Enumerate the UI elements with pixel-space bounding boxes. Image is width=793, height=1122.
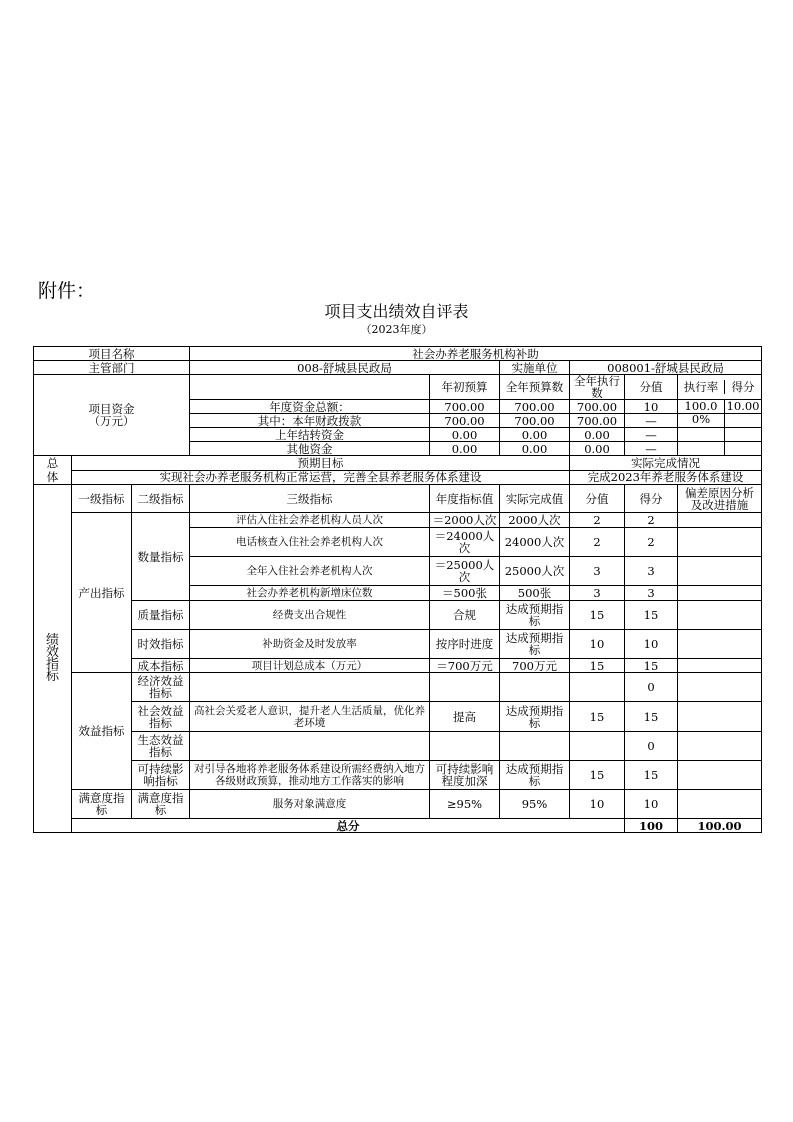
- indicator-name: [190, 673, 430, 702]
- funds-row-budget: 700.00: [430, 400, 500, 414]
- indicator-target: 提高: [430, 702, 500, 732]
- indicator-score: 2: [625, 513, 678, 528]
- actual-completion-label: 实际完成情况: [570, 456, 762, 471]
- indicator-actual: 24000人次: [500, 528, 570, 557]
- header-actual: 实际完成值: [500, 485, 570, 513]
- indicator-target: ＝700万元: [430, 659, 500, 673]
- header-score: 得分: [625, 485, 678, 513]
- indicator-reason: [678, 673, 762, 702]
- page-title: 项目支出绩效自评表: [324, 302, 469, 321]
- funds-row-rate: [678, 414, 725, 427]
- indicator-target: ≥95%: [430, 790, 500, 819]
- evaluation-table: [33, 346, 762, 833]
- overall-header-row: [34, 456, 762, 471]
- header-level3: 三级指标: [190, 485, 430, 513]
- header-target: 年度指标值: [430, 485, 500, 513]
- funds-row-rate-score: [678, 442, 762, 456]
- side-label-char: 标: [45, 668, 59, 684]
- funds-row-score: [725, 442, 761, 455]
- indicator-name: 项目计划总成本（万元）: [190, 659, 430, 673]
- indicator-actual: 700万元: [500, 659, 570, 673]
- sub-cost: 成本指标: [132, 659, 190, 673]
- indicator-target: ＝24000人次: [430, 528, 500, 557]
- indicator-reason: [678, 761, 762, 790]
- indicator-score: 2: [625, 528, 678, 557]
- total-row: [34, 819, 762, 833]
- indicator-name: [190, 732, 430, 761]
- overall-content-row: [34, 470, 762, 485]
- indicator-reason: [678, 601, 762, 630]
- indicator-reason: [678, 630, 762, 659]
- indicator-score-value: [570, 732, 625, 761]
- indicator-row: [34, 702, 762, 732]
- group-output: 产出指标: [72, 513, 132, 673]
- funds-row-score-value: 10: [625, 400, 678, 414]
- indicator-row: [34, 673, 762, 702]
- funds-header-score: 得分: [731, 380, 755, 394]
- indicator-row: [34, 630, 762, 659]
- total-label: 总分: [72, 819, 625, 833]
- funds-row-executed: 0.00: [570, 442, 625, 456]
- funds-row-rate-score: [678, 414, 762, 428]
- header-level2: 二级指标: [132, 485, 190, 513]
- funds-row-executed: 0.00: [570, 428, 625, 442]
- indicator-reason: [678, 702, 762, 732]
- indicator-score-value: 15: [570, 659, 625, 673]
- indicator-header-row: [34, 485, 762, 513]
- indicator-target: ＝500张: [430, 586, 500, 601]
- sub-sustainable: 可持续影响指标: [132, 761, 190, 790]
- indicator-score-value: 15: [570, 761, 625, 790]
- indicator-reason: [678, 528, 762, 557]
- actual-completion-text: 完成2023年养老服务体系建设: [570, 470, 762, 485]
- indicator-name: 经费支出合规性: [190, 601, 430, 630]
- funds-row-label: 其他资金: [190, 442, 430, 456]
- funds-row-label: 年度资金总额：: [190, 400, 430, 414]
- indicator-score-value: 15: [570, 601, 625, 630]
- funds-row-rate: 100.00%: [678, 400, 725, 413]
- indicator-name: 服务对象满意度: [190, 790, 430, 819]
- funds-header-budget: 年初预算: [430, 375, 500, 400]
- funds-row-executed: 700.00: [570, 400, 625, 414]
- sub-satisfaction: 满意度指标: [132, 790, 190, 819]
- indicator-score-value: 3: [570, 586, 625, 601]
- sub-economic: 经济效益指标: [132, 673, 190, 702]
- group-benefit: 效益指标: [72, 673, 132, 790]
- indicator-score: 3: [625, 557, 678, 586]
- indicator-target: ＝25000人次: [430, 557, 500, 586]
- header-score-value: 分值: [570, 485, 625, 513]
- indicator-score-value: 2: [570, 513, 625, 528]
- indicator-score-value: [570, 673, 625, 702]
- funds-row-rate-score: [678, 428, 762, 442]
- total-score: 100.00: [678, 819, 762, 833]
- indicator-score: 15: [625, 601, 678, 630]
- overall-label-line1: 总: [46, 456, 59, 470]
- indicator-row: [34, 732, 762, 761]
- indicator-actual: 500张: [500, 586, 570, 601]
- funds-row-rate: [678, 442, 725, 455]
- indicator-score: 0: [625, 732, 678, 761]
- overall-label-line2: 体: [46, 470, 59, 484]
- overall-label: [34, 456, 72, 485]
- funds-header-row: [34, 375, 762, 400]
- indicator-target: [430, 673, 500, 702]
- indicator-row: [34, 790, 762, 819]
- indicator-target: [430, 732, 500, 761]
- funds-row-rate-score: [678, 399, 762, 426]
- funds-header-executed: 全年执行数: [570, 375, 625, 400]
- indicator-score: 10: [625, 790, 678, 819]
- indicator-reason: [678, 659, 762, 673]
- funds-header-score-value: 分值: [625, 375, 678, 400]
- indicator-score-value: 10: [570, 790, 625, 819]
- indicator-actual: [500, 732, 570, 761]
- indicator-name: 电话核查入住社会养老机构人次: [190, 528, 430, 557]
- indicator-score: 15: [625, 761, 678, 790]
- funds-label-line1: 项目资金: [88, 402, 135, 416]
- indicator-score: 15: [625, 702, 678, 732]
- indicator-actual: 达成预期指标: [500, 601, 570, 630]
- indicator-score: 15: [625, 659, 678, 673]
- indicator-actual: 达成预期指标: [500, 630, 570, 659]
- sub-ecological: 生态效益指标: [132, 732, 190, 761]
- header-reason: 偏差原因分析及改进措施: [678, 485, 762, 513]
- funds-row-rate: [678, 428, 725, 441]
- funds-row-budget: 700.00: [430, 414, 500, 428]
- indicator-reason: [678, 732, 762, 761]
- funds-row-annual: 0.00: [500, 442, 570, 456]
- sub-quantity: 数量指标: [132, 513, 190, 601]
- indicator-actual: 达成预期指标: [500, 761, 570, 790]
- project-name-label: 项目名称: [34, 347, 190, 361]
- indicator-row: [34, 659, 762, 673]
- indicator-score-value: 2: [570, 528, 625, 557]
- indicator-name: 对引导各地将养老服务体系建设所需经费纳入地方各级财政预算，推动地方工作落实的影响: [190, 761, 430, 790]
- indicator-actual: 2000人次: [500, 513, 570, 528]
- funds-row-budget: 0.00: [430, 442, 500, 456]
- indicator-score: 0: [625, 673, 678, 702]
- indicator-row: [34, 761, 762, 790]
- side-label-char: 指: [45, 656, 59, 672]
- expected-goal-label: 预期目标: [72, 456, 570, 471]
- funds-row-score-value: —: [625, 442, 678, 456]
- funds-row-budget: 0.00: [430, 428, 500, 442]
- indicator-name: 全年入住社会养老机构人次: [190, 557, 430, 586]
- indicator-reason: [678, 790, 762, 819]
- sub-quality: 质量指标: [132, 601, 190, 630]
- performance-indicator-label: [34, 485, 72, 833]
- indicator-target: 按序时进度: [430, 630, 500, 659]
- funds-row-label: 上年结转资金: [190, 428, 430, 442]
- funds-row-score-value: —: [625, 428, 678, 442]
- funds-row-annual: 0.00: [500, 428, 570, 442]
- indicator-name: 社会办养老机构新增床位数: [190, 586, 430, 601]
- indicator-row: [34, 513, 762, 528]
- indicator-reason: [678, 586, 762, 601]
- funds-label: [34, 375, 190, 456]
- funds-row-score-value: —: [625, 414, 678, 428]
- funds-row-score: 10.00: [726, 399, 760, 413]
- header-level1: 一级指标: [72, 485, 132, 513]
- dept-label: 主管部门: [34, 361, 190, 375]
- indicator-actual: 25000人次: [500, 557, 570, 586]
- side-label-char: 绩: [45, 632, 59, 648]
- sub-timeliness: 时效指标: [132, 630, 190, 659]
- indicator-score-value: 10: [570, 630, 625, 659]
- funds-header-rate: 执行率: [678, 380, 725, 394]
- indicator-score: 10: [625, 630, 678, 659]
- attachment-label: 附件：: [38, 280, 96, 302]
- expected-goal-text: 实现社会办养老服务机构正常运营，完善全县养老服务体系建设: [72, 470, 570, 485]
- indicator-row: [34, 601, 762, 630]
- indicator-score: 3: [625, 586, 678, 601]
- indicator-reason: [678, 557, 762, 586]
- funds-blank-header: [190, 375, 430, 400]
- unit-value: 008001-舒城县民政局: [570, 361, 762, 375]
- indicator-name: 补助资金及时发放率: [190, 630, 430, 659]
- unit-label: 实施单位: [500, 361, 570, 375]
- funds-row-annual: 700.00: [500, 400, 570, 414]
- indicator-actual: [500, 673, 570, 702]
- indicator-name: 高社会关爱老人意识，提升老人生活质量，优化养老环境: [190, 702, 430, 732]
- group-satisfaction: 满意度指标: [72, 790, 132, 819]
- indicator-score-value: 3: [570, 557, 625, 586]
- indicator-target: ＝2000人次: [430, 513, 500, 528]
- funds-row-executed: 700.00: [570, 414, 625, 428]
- indicator-actual: 95%: [500, 790, 570, 819]
- sub-social: 社会效益指标: [132, 702, 190, 732]
- funds-row-annual: 700.00: [500, 414, 570, 428]
- indicator-score-value: 15: [570, 702, 625, 732]
- funds-label-line2: （万元）: [88, 414, 135, 428]
- funds-header-rate-score: [678, 375, 762, 400]
- indicator-target: 合规: [430, 601, 500, 630]
- total-score-value: 100: [625, 819, 678, 833]
- funds-row-score: [725, 414, 761, 427]
- indicator-name: 评估入住社会养老机构人员人次: [190, 513, 430, 528]
- funds-header-annual: 全年预算数: [500, 375, 570, 400]
- year-subtitle: （2023年度）: [360, 323, 433, 336]
- project-name-value: 社会办养老服务机构补助: [190, 347, 762, 361]
- indicator-target: 可持续影响程度加深: [430, 761, 500, 790]
- dept-value: 008-舒城县民政局: [190, 361, 500, 375]
- side-label-char: 效: [45, 644, 59, 660]
- indicator-reason: [678, 513, 762, 528]
- funds-row-label: 其中：本年财政拨款: [190, 414, 430, 428]
- project-name-row: [34, 347, 762, 361]
- indicator-actual: 达成预期指标: [500, 702, 570, 732]
- dept-row: [34, 361, 762, 375]
- funds-row-score: [725, 428, 761, 441]
